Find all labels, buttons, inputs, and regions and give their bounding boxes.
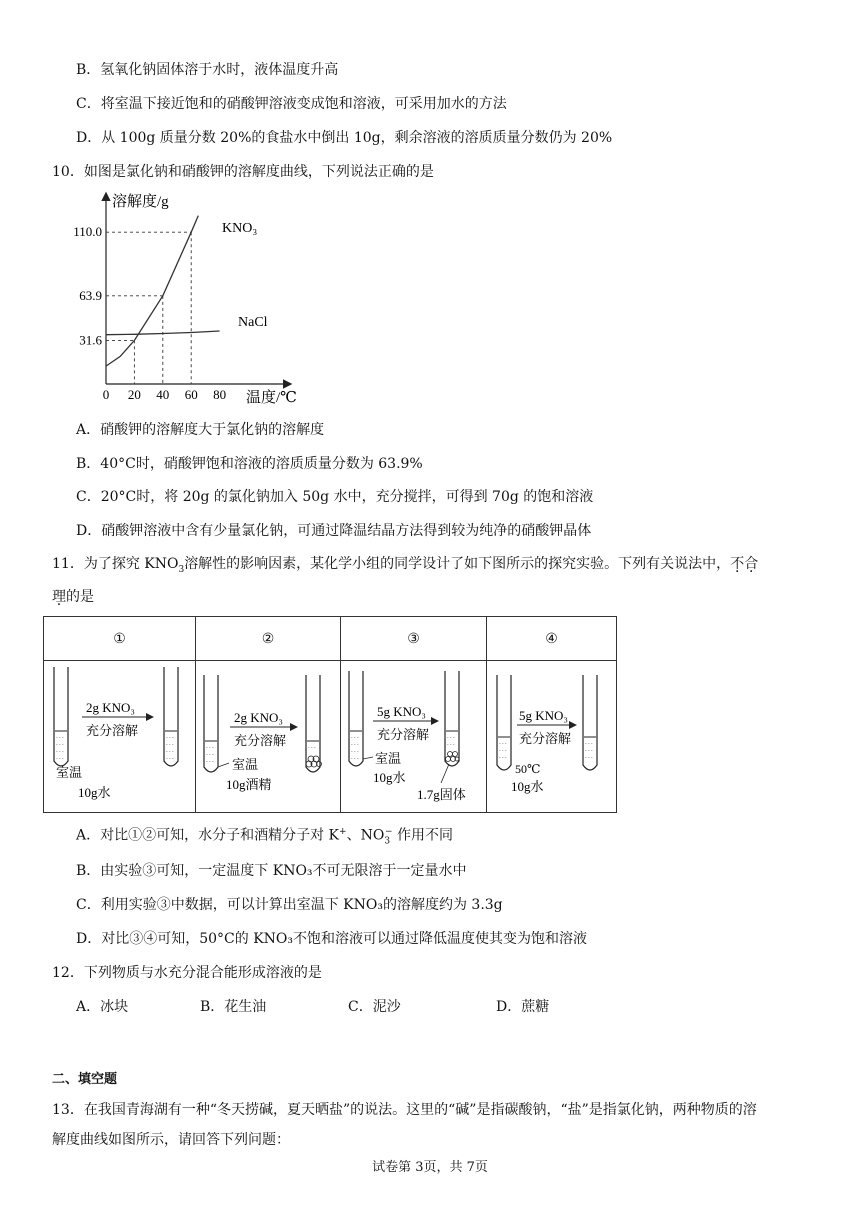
exp1-reagent: 2g KNO₃ [86,700,135,715]
exp1-diagram [44,661,195,808]
test-tube-icon [445,671,459,766]
exp2-action: 充分溶解 [234,733,287,748]
crystals-icon [446,752,460,762]
q12-option-d: D．蔗糖 [496,999,550,1015]
svg-text:- - -: - - - [447,736,455,741]
q10-option-b: B．40°C时，硝酸钾饱和溶液的溶质质量分数为 63.9% [76,456,423,472]
svg-text:- - -: - - - [585,756,593,761]
svg-text:- - -: - - - [585,749,593,754]
exp-header-3: ③ [341,617,487,661]
y-axis-label: 溶解度/g [112,194,169,210]
x-tick-label: 40 [156,387,170,402]
q9-option-b: B．氢氧化钠固体溶于水时，液体温度升高 [76,62,339,78]
svg-text:- - -: - - - [206,746,214,751]
svg-text:- - -: - - - [351,757,359,762]
exp2-reagent: 2g KNO₃ [234,710,283,725]
exp4-diagram [487,661,616,808]
svg-text:- - -: - - - [351,750,359,755]
svg-text:- - -: - - - [166,736,174,741]
exp3-diagram [341,661,486,808]
q11-option-b: B．由实验③可知，一定温度下 KNO₃不可无限溶于一定量水中 [76,863,467,879]
q10-option-c: C．20°C时，将 20g 的氯化钠加入 50g 水中，充分搅拌，可得到 70g 的饱和溶液 [76,489,594,505]
page-footer: 试卷第 3页，共 7页 [372,1160,488,1175]
svg-text:- - -: - - - [499,756,507,761]
q12-options [76,997,549,1017]
series-line-nacl [106,331,220,335]
q11-emphasis-1: 不 [730,556,745,572]
q13-line2: 解度曲线如图所示，请回答下列问题： [52,1132,290,1148]
y-tick-label: 63.9 [79,287,102,303]
svg-text:- - -: - - - [56,750,64,755]
svg-text:- - -: - - - [499,749,507,754]
q13-line1: 13．在我国青海湖有一种“冬天捞碱，夏天晒盐”的说法。这里的“碱”是指碳酸钠，“盐”是指氯化钠，两种物质的溶 [52,1102,757,1118]
svg-text:- - -: - - - [499,742,507,747]
section-title: 二、填空题 [52,1072,118,1087]
svg-text:- - -: - - - [585,742,593,747]
exp4-note1: 50℃ [515,762,541,776]
svg-text:- - -: - - - [206,753,214,758]
q12-option-b: B．花生油 [200,999,267,1015]
q11-stem-line1 [52,554,758,580]
y-tick-label: 110.0 [73,224,102,240]
exp4-action: 充分溶解 [519,731,572,746]
exp-header-2: ② [196,617,341,661]
exp3-note3: 1.7g固体 [417,787,466,802]
solubility-chart [50,186,370,408]
svg-text:- - -: - - - [166,750,174,755]
exp1-note1: 室温 [56,765,83,780]
q11-stem-sub: 3 [178,564,185,575]
exp3-action: 充分溶解 [377,727,430,742]
q11-a-mid: 、NO [346,827,385,844]
exp4-note2: 10g水 [511,779,544,794]
q11-a-post: 作用不同 [392,827,454,844]
series-line-kno3 [106,216,198,367]
q11-stem-pre: 11．为了探究 KNO [52,556,179,572]
q11-option-c: C．利用实验③中数据，可以计算出室温下 KNO₃的溶解度约为 3.3g [76,897,503,913]
q11-stem-rest: 的是 [66,589,94,605]
exp-cell-4 [487,661,617,813]
y-tick-label: 31.6 [79,332,102,348]
q11-stem-mid: 溶解性的影响因素，某化学小组的同学设计了如下图所示的探究实验。下列有关说法中， [184,556,731,572]
q11-stem-line2 [52,587,94,607]
exp2-note1: 室温 [232,757,259,772]
svg-text:- - -: - - - [56,736,64,741]
q10-stem: 10．如图是氯化钠和硝酸钾的溶解度曲线，下列说法正确的是 [52,164,434,180]
exp3-reagent: 5g KNO₃ [377,704,426,719]
exp2-note2: 10g酒精 [226,777,272,792]
svg-text:- - -: - - - [447,743,455,748]
q10-option-d: D．硝酸钾溶液中含有少量氯化钠，可通过降温结晶方法得到较为纯净的硝酸钾晶体 [76,523,592,539]
svg-text:- - -: - - - [351,736,359,741]
q11-a-pre: A．对比①②可知，水分子和酒精分子对 K [76,827,340,844]
series-label-nacl: NaCl [238,315,268,330]
svg-text:- - -: - - - [206,760,214,765]
q11-emphasis-2: 合 [744,556,759,572]
x-axis-label: 温度/℃ [246,390,297,406]
q9-option-c: C．将室温下接近饱和的硝酸钾溶液变成饱和溶液，可采用加水的方法 [76,96,507,112]
exp4-reagent: 5g KNO₃ [519,708,568,723]
crystals-icon [306,756,322,767]
q12-option-a: A．冰块 [76,999,129,1015]
q12-option-c: C．泥沙 [348,999,401,1015]
exp-header-1: ① [44,617,196,661]
q11-option-a: A．对比①②可知，水分子和酒精分子对 K+、$NO_3^-$ 作用不同 [76,827,454,847]
exp1-action: 充分溶解 [86,723,139,738]
svg-text:- - -: - - - [166,757,174,762]
exp-cell-1 [44,661,196,813]
svg-text:- - -: - - - [166,743,174,748]
q11-option-d: D．对比③④可知，50°C的 KNO₃不饱和溶液可以通过降低温度使其变为饱和溶液 [76,931,587,947]
x-tick-label: 20 [127,387,141,402]
q9-option-d: D．从 100g 质量分数 20%的食盐水中倒出 10g，剩余溶液的溶质质量分数仍为 20% [76,130,613,146]
series-label-kno3: KNO₃ [222,221,258,236]
exp2-diagram [196,661,340,808]
svg-text:- - -: - - - [56,757,64,762]
exp3-note1: 室温 [375,751,402,766]
svg-text:- - -: - - - [308,746,316,751]
q12-stem: 12．下列物质与水充分混合能形成溶液的是 [52,965,322,981]
q11-emphasis-3: 理 [52,589,66,605]
x-tick-label: 80 [213,387,227,402]
svg-text:- - -: - - - [56,743,64,748]
x-tick-label: 0 [102,387,110,402]
exp-cell-3 [341,661,487,813]
svg-text:- - -: - - - [351,743,359,748]
x-tick-label: 60 [184,387,198,402]
exp-cell-2 [196,661,341,813]
exp-header-4: ④ [487,617,617,661]
q10-option-a: A．硝酸钾的溶解度大于氯化钠的溶解度 [76,422,325,438]
exp3-note2: 10g水 [373,770,406,785]
experiment-table [43,616,617,813]
exp1-note2: 10g水 [78,785,111,800]
